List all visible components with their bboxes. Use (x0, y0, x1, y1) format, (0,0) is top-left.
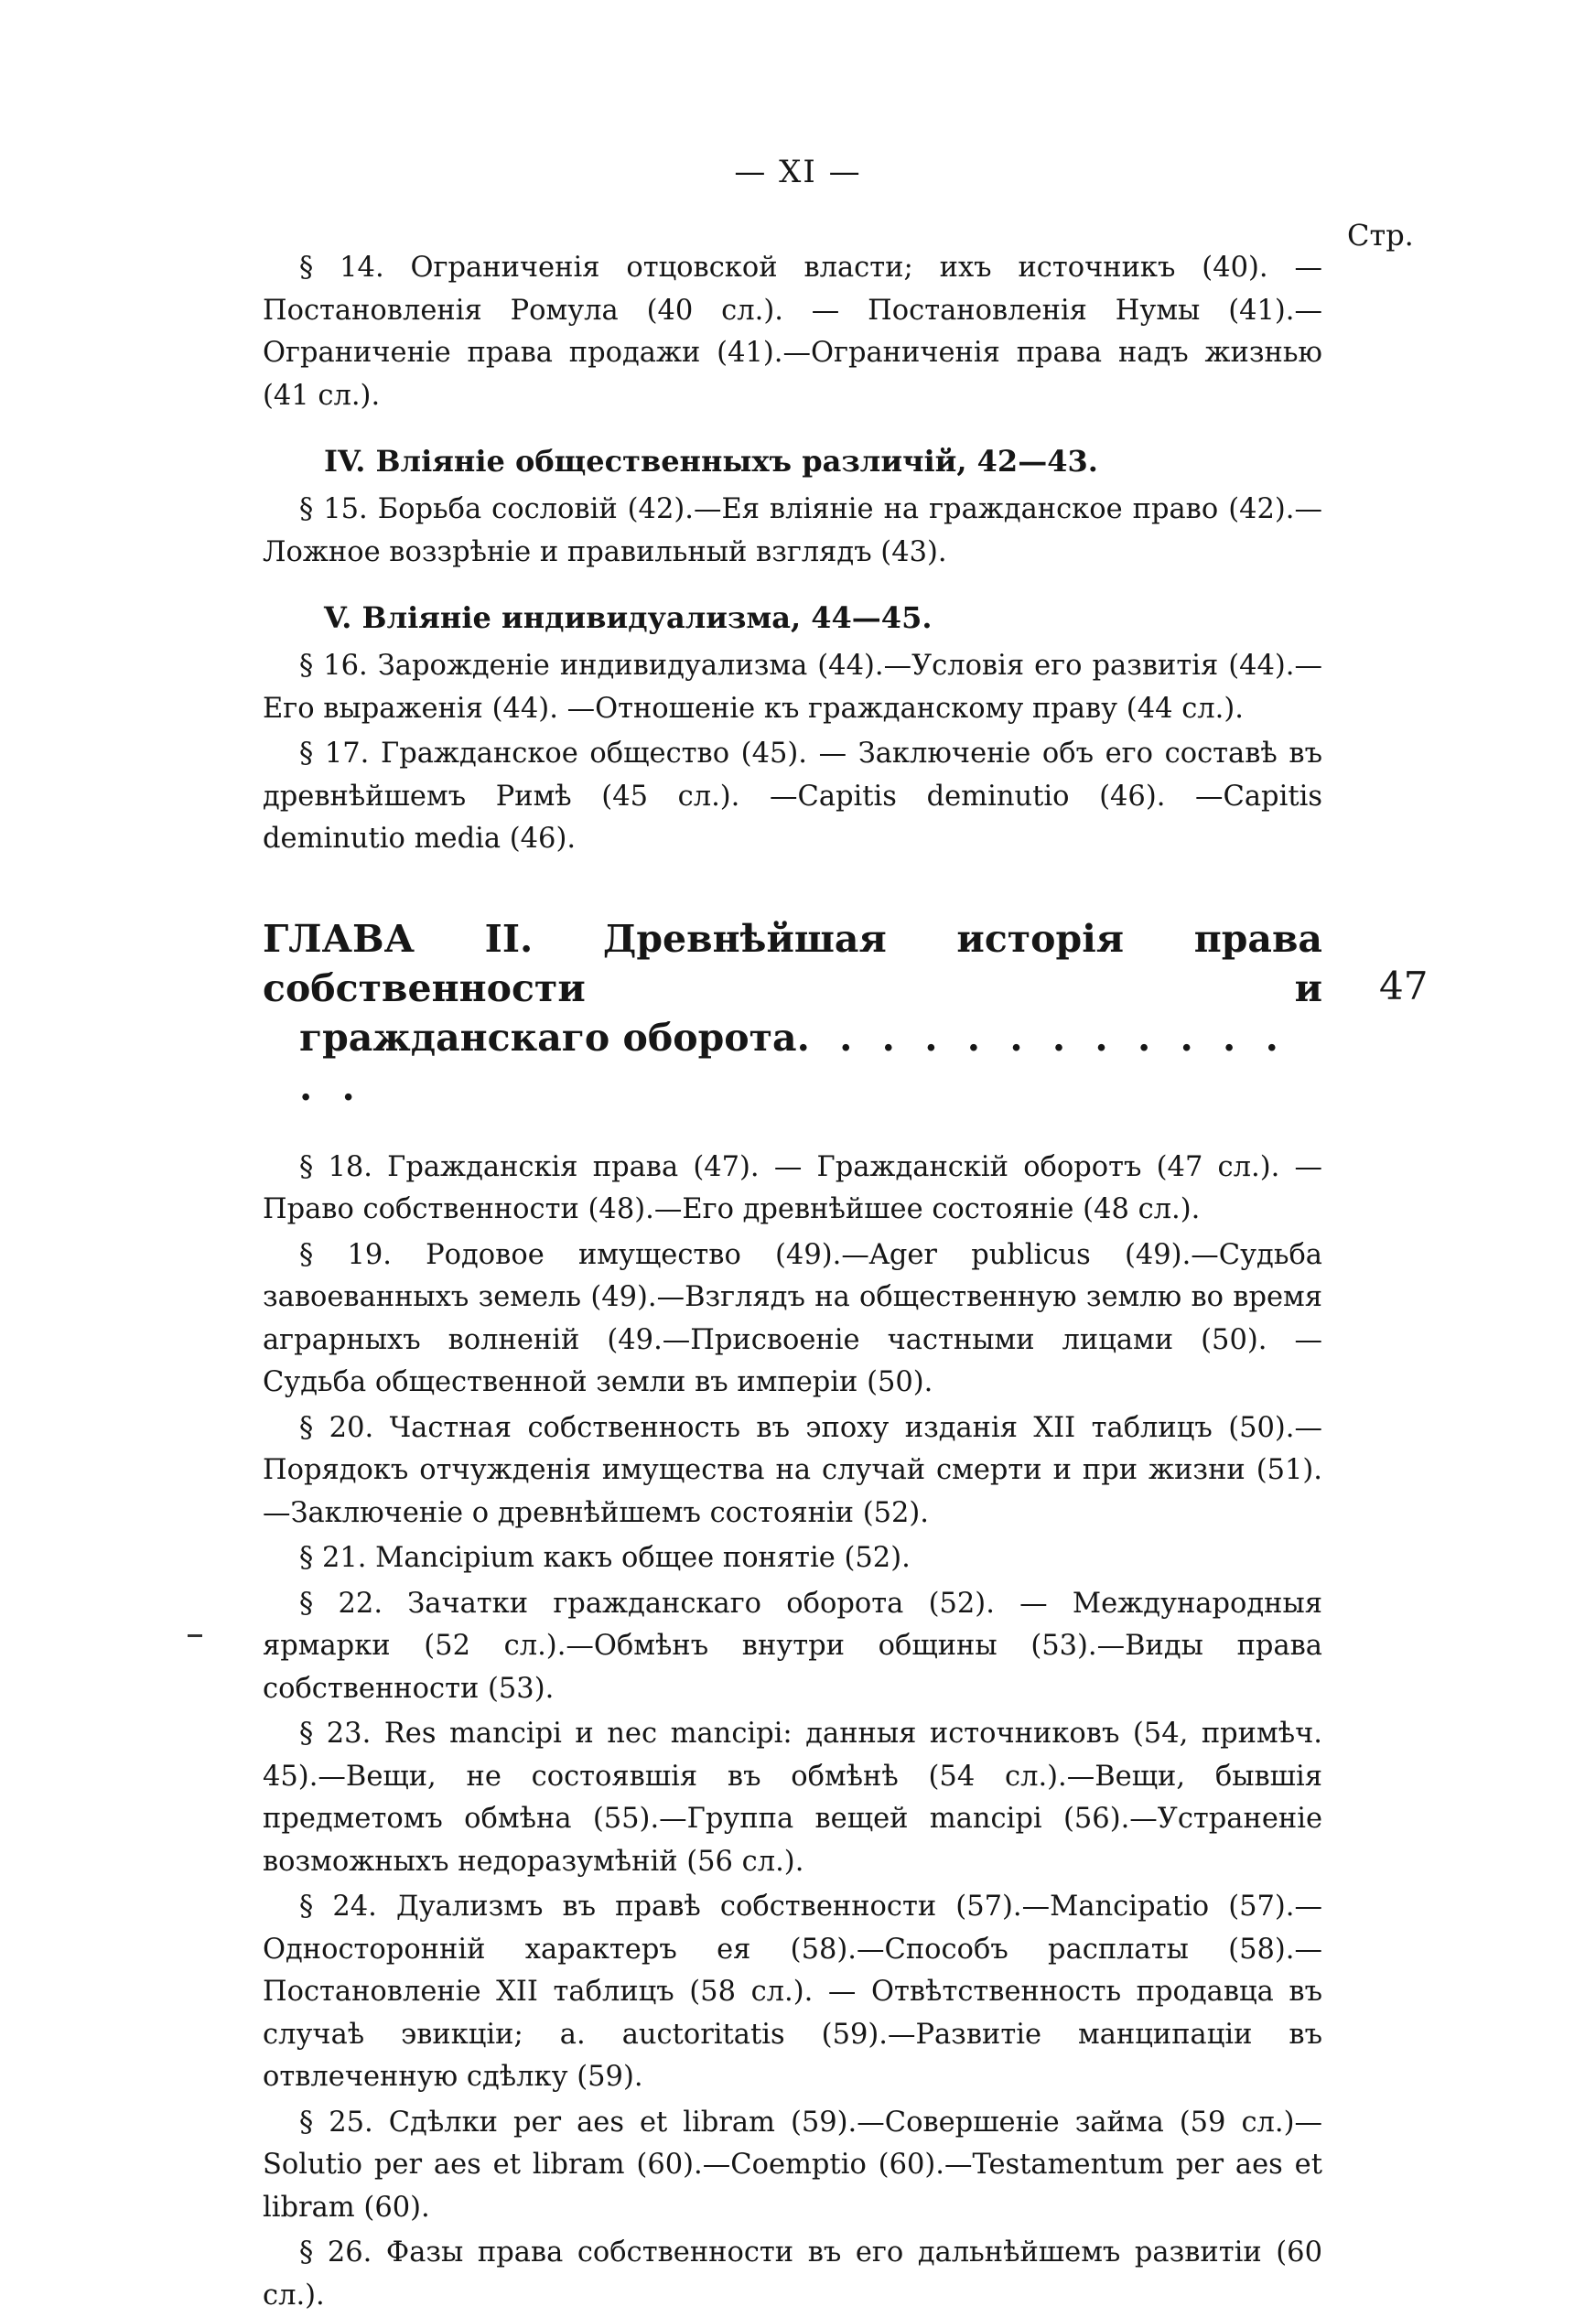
chapter-title-text: гражданскаго оборота (299, 1015, 797, 1060)
toc-entry-16: § 16. Зарожденіе индивидуализма (44).—Условія его развитія (44).—Его выраженія (44). —Отношеніе къ гражданскому праву (44 сл.). (263, 650, 1322, 725)
section-heading-v: V. Вліяніе индивидуализма, 44—45. (324, 600, 933, 635)
toc-entry-14: § 14. Ограниченія отцовской власти; ихъ источникъ (40). — Постановленія Ромула (40 сл.). — Постановленія Нумы (41).—Ограниченіе права продажи (41).—Ограниченія права надъ жизнью (41 сл.). (263, 252, 1322, 412)
page-column-label: Стр. (1347, 218, 1414, 253)
toc-entry-23: § 23. Res mancipi и nec mancipi: данныя источниковъ (54, примѣч. 45).—Вещи, не состоявшія въ обмѣнѣ (54 сл.).—Вещи, бывшія предметомъ обмѣна (55).—Группа вещей mancipi (56).—Устраненіе возможныхъ недоразумѣній (56 сл.). (263, 1718, 1322, 1878)
toc-entry-18: § 18. Гражданскія права (47). — Гражданскій оборотъ (47 сл.). — Право собственности (48).—Его древнѣйшее состояніе (48 сл.). (263, 1150, 1322, 1225)
table-of-contents (263, 247, 1429, 2317)
chapter-page-number: 47 (1379, 963, 1429, 1008)
leader-dots: . . . . . . . . . . . . . . (299, 1015, 1287, 1109)
toc-entry-15: § 15. Борьба сословій (42).—Ея вліяніе на гражданское право (42).—Ложное воззрѣніе и правильный взглядъ (43). (263, 493, 1322, 568)
toc-entry-19: § 19. Родовое имущество (49).—Ager publicus (49).—Судьба завоеванныхъ земель (49).—Взглядъ на общественную землю во время аграрныхъ волненій (49.—Присвоеніе частными лицами (50). — Судьба общественной земли въ имперіи (50). (263, 1238, 1322, 1398)
toc-entry-17: § 17. Гражданское общество (45). — Заключеніе объ его составѣ въ древнѣйшемъ Римѣ (45 сл.). —Capitis deminutio (46). —Capitis deminutio media (46). (263, 738, 1322, 855)
toc-entry-21: § 21. Mancipium какъ общее понятіе (52). (299, 1542, 911, 1574)
toc-entry-25: § 25. Сдѣлки per aes et libram (59).—Совершеніе займа (59 сл.)—Solutio per aes et libram (60).—Coemptio (60).—Testamentum per aes et libram (60). (263, 2106, 1322, 2224)
toc-entry-20: § 20. Частная собственность въ эпоху изданія XII таблицъ (50).—Порядокъ отчужденія имущества на случай смерти и при жизни (51).—Заключеніе о древнѣйшемъ состояніи (52). (263, 1411, 1322, 1529)
toc-entry-24: § 24. Дуализмъ въ правѣ собственности (57).—Mancipatio (57).—Односторонній характеръ ея (58).—Способъ расплаты (58).—Постановленіе XII таблицъ (58 сл.). — Отвѣтственность продавца въ случаѣ эвикціи; a. auctoritatis (59).—Развитіе манципаціи въ отвлеченную сдѣлку (59). (263, 1891, 1322, 2093)
page-number: — XI — (734, 154, 862, 190)
chapter-title-line1: ГЛАВА II. Древнѣйшая исторія права собственности и (263, 916, 1322, 1010)
margin-mark (188, 1634, 202, 1637)
toc-entry-26: § 26. Фазы права собственности въ его дальнѣйшемъ развитіи (60 сл.). (263, 2236, 1322, 2312)
chapter-title-line2 (263, 1013, 1322, 1112)
chapter-heading (263, 914, 1429, 1112)
toc-entry-22: § 22. Зачатки гражданскаго оборота (52). — Международныя ярмарки (52 сл.).—Обмѣнъ внутри общины (53).—Виды права собственности (53). (263, 1587, 1322, 1705)
section-heading-iv: IV. Вліяніе общественныхъ различій, 42—43. (324, 444, 1098, 479)
